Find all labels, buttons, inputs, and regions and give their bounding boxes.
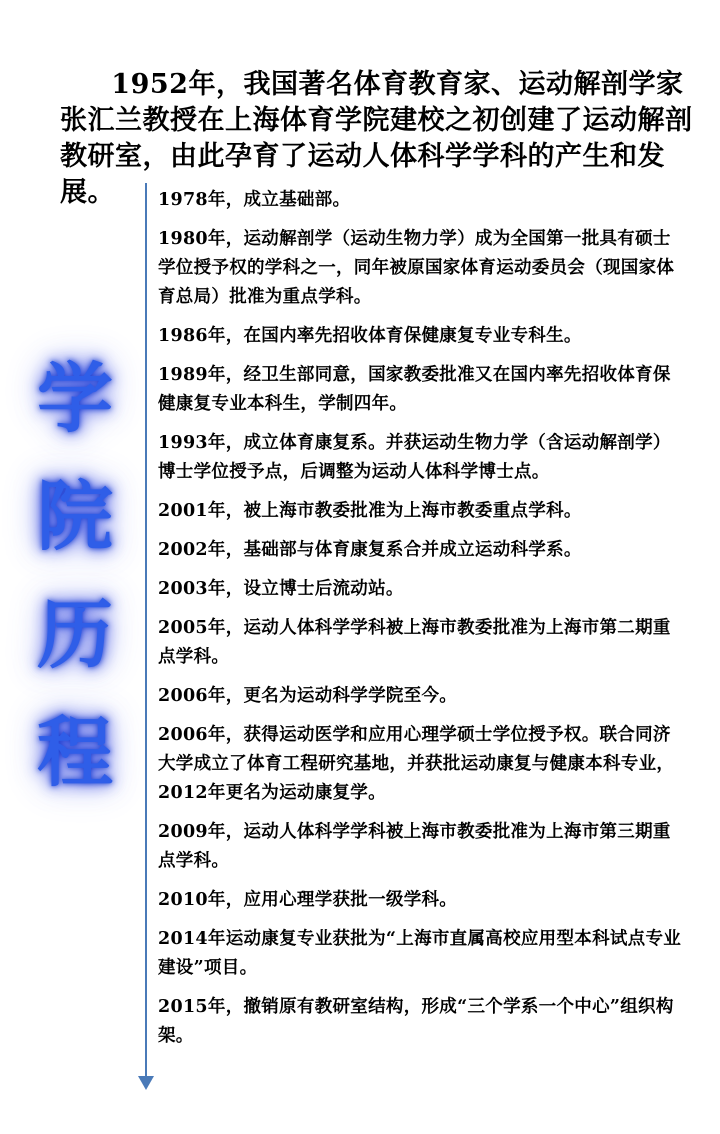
timeline-event: 2002年，基础部与体育康复系合并成立运动科学系。 [158, 540, 582, 560]
timeline-event: 2003年，设立博士后流动站。 [158, 579, 404, 599]
timeline-event: 1978年，成立基础部。 [158, 190, 351, 210]
timeline-event: 1993年，成立体育康复系。并获运动生物力学（含运动解剖学）博士学位授予点，后调整为运动人体科学博士点。 [158, 433, 671, 482]
timeline-event: 2014年运动康复专业获批为“上海市直属高校应用型本科试点专业建设”项目。 [158, 929, 682, 978]
timeline-event: 2015年，撤销原有教研室结构，形成“三个学系一个中心”组织构架。 [158, 997, 674, 1046]
timeline-event: 1980年，运动解剖学（运动生物力学）成为全国第一批具有硕士学位授予权的学科之一，同年被原国家体育运动委员会（现国家体育总局）批准为重点学科。 [158, 229, 675, 307]
timeline-axis [145, 183, 147, 1077]
timeline-arrow-icon [138, 1076, 154, 1090]
timeline-event: 2009年，运动人体科学学科被上海市教委批准为上海市第三期重点学科。 [158, 822, 671, 871]
timeline-event: 2001年，被上海市教委批准为上海市教委重点学科。 [158, 501, 582, 521]
timeline-event: 1986年，在国内率先招收体育保健康复专业专科生。 [158, 326, 582, 346]
timeline-list [158, 186, 688, 1061]
intro-paragraph: 1952年，我国著名体育教育家、运动解剖学家张汇兰教授在上海体育学院建校之初创建了运动解剖教研室，由此孕育了运动人体科学学科的产生和发展。 [60, 69, 693, 208]
side-title-char: 历 [37, 590, 113, 679]
side-title-char: 学 [37, 354, 113, 443]
timeline-event: 1989年，经卫生部同意，国家教委批准又在国内率先招收体育保健康复专业本科生，学制四年。 [158, 365, 671, 414]
side-title [20, 340, 130, 812]
side-title-char: 程 [37, 708, 113, 797]
timeline-event: 2010年，应用心理学获批一级学科。 [158, 890, 458, 910]
timeline-event: 2006年，更名为运动科学学院至今。 [158, 686, 458, 706]
timeline-event: 2005年，运动人体科学学科被上海市教委批准为上海市第二期重点学科。 [158, 618, 671, 667]
timeline-event: 2006年，获得运动医学和应用心理学硕士学位授予权。联合同济大学成立了体育工程研究基地，并获批运动康复与健康本科专业，2012年更名为运动康复学。 [158, 725, 675, 803]
side-title-char: 院 [37, 472, 113, 561]
